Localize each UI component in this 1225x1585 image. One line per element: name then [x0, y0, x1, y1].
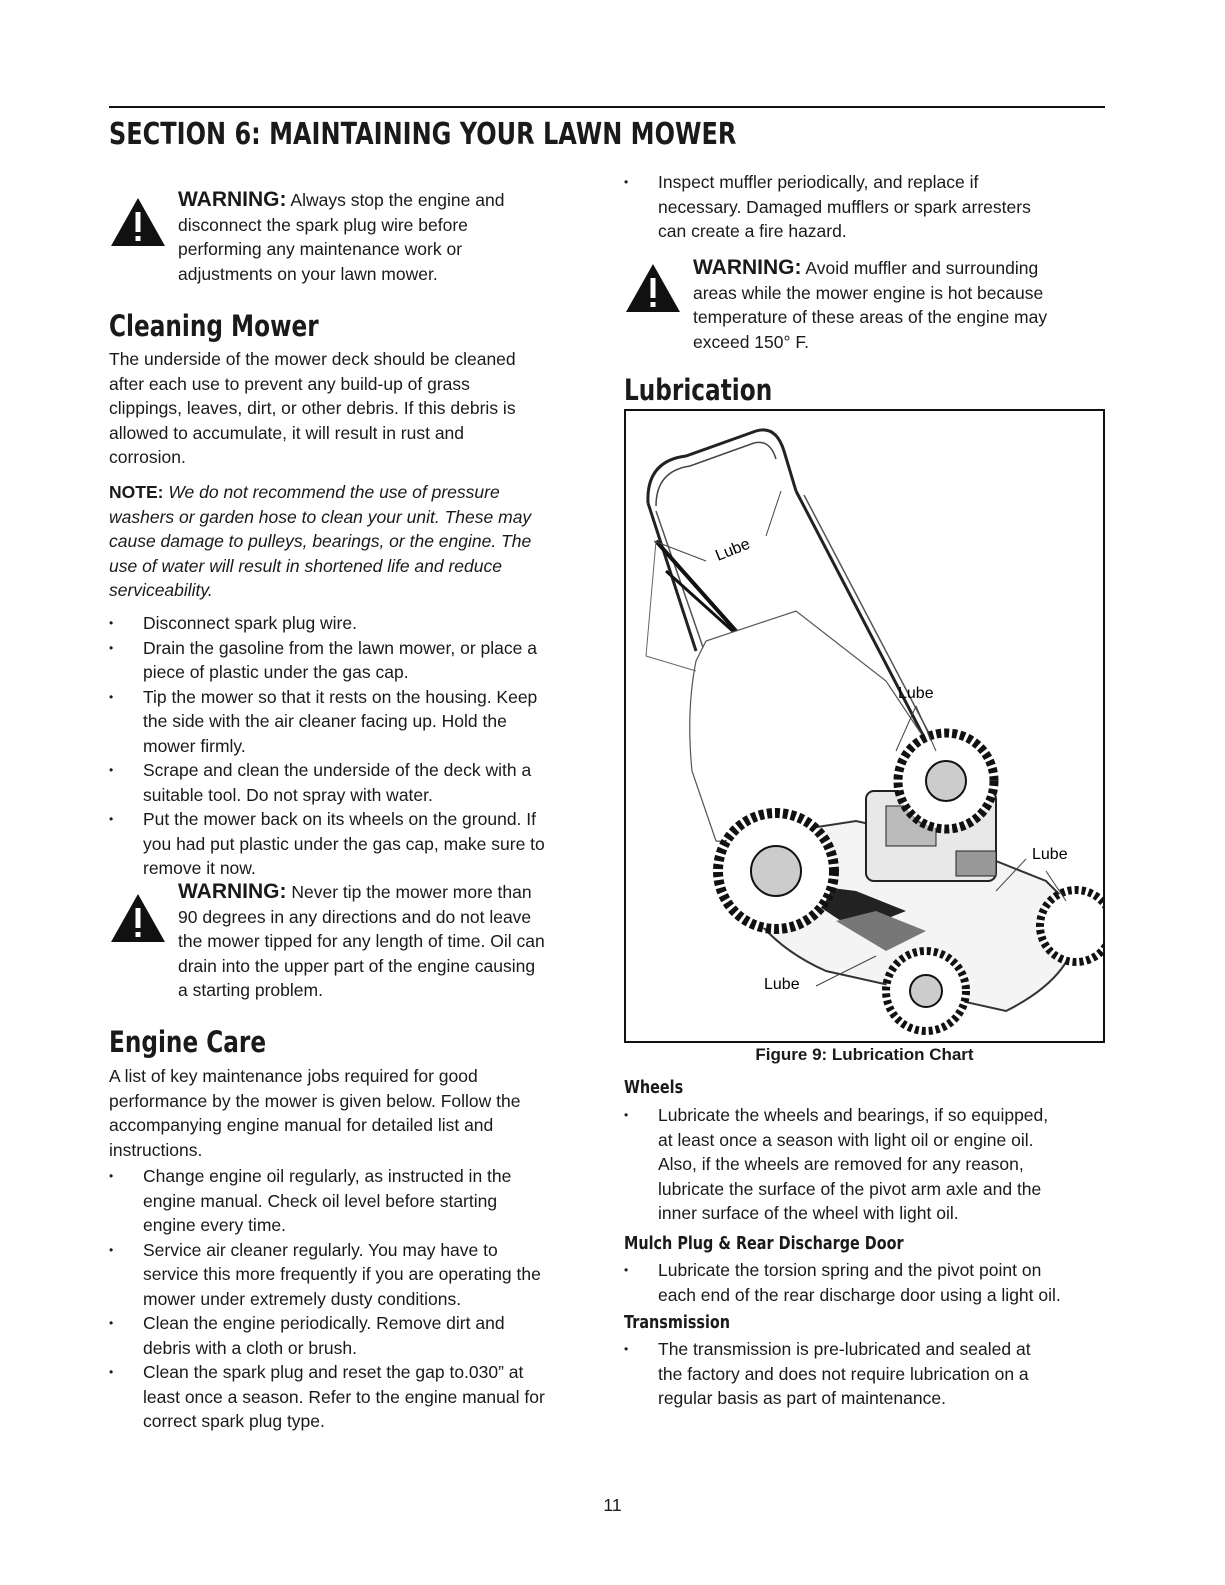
text-line: clippings, leaves, dirt, or other debris. If this debris is	[109, 398, 516, 418]
text-line: A list of key maintenance jobs required for good	[109, 1066, 478, 1086]
warning-line: drain into the upper part of the engine causing	[178, 955, 536, 976]
list-item: • Inspect muffler periodically, and replace if necessary. Damaged mufflers or spark arresters can create a fire hazard.	[624, 170, 1104, 244]
list-item: • Clean the spark plug and reset the gap to.030” at least once a season. Refer to the engine manual for correct spark plug type.	[109, 1360, 589, 1434]
mulch-list	[624, 1258, 1104, 1307]
list-item: • Tip the mower so that it rests on the housing. Keep the side with the air cleaner facing up. Hold the mower firmly.	[109, 685, 589, 759]
text-line: after each use to prevent any build-up of grass	[109, 373, 470, 394]
warning-triangle-icon	[624, 262, 682, 314]
warning-block-tipping	[109, 880, 589, 1010]
warning-block-disconnect	[109, 188, 589, 298]
warning-triangle-icon	[109, 892, 167, 944]
list-item: • The transmission is pre-lubricated and sealed at the factory and does not require lubrication on a regular basis as part of maintenance.	[624, 1337, 1104, 1411]
list-item: • Service air cleaner regularly. You may have to service this more frequently if you are operating the mower under extremely dusty conditions.	[109, 1238, 589, 1312]
page-number: 11	[603, 1495, 622, 1515]
cleaning-intro	[109, 347, 589, 470]
text-line: We do not recommend the use of pressure	[163, 482, 500, 502]
warning-line: areas while the mower engine is hot because	[693, 282, 1044, 303]
section-title: SECTION 6: MAINTAINING YOUR LAWN MOWER	[109, 117, 737, 152]
list-item: • Scrape and clean the underside of the deck with a suitable tool. Do not spray with water.	[109, 758, 589, 807]
warning-line: disconnect the spark plug wire before	[178, 214, 468, 235]
warning-text	[178, 188, 504, 286]
heading-lubrication: Lubrication	[624, 373, 773, 407]
figure-caption: Figure 9: Lubrication Chart	[755, 1045, 974, 1064]
text-line: performance by the mower is given below. Follow the	[109, 1090, 521, 1111]
lube-label-handle: Lube	[713, 535, 753, 565]
warning-line: Always stop the engine and	[286, 190, 505, 210]
list-item: • Disconnect spark plug wire.	[109, 611, 589, 636]
text-line: serviceability.	[109, 580, 213, 600]
warning-label: WARNING:	[693, 256, 802, 279]
heading-transmission: Transmission	[624, 1312, 731, 1333]
lube-label-front-wheel: Lube	[764, 976, 800, 993]
lube-label-rear-wheel: Lube	[898, 685, 934, 702]
engine-care-list	[109, 1164, 589, 1434]
text-line: instructions.	[109, 1139, 203, 1160]
text-line: cause damage to pulleys, bearings, or the engine. The	[109, 531, 532, 551]
list-item: • Drain the gasoline from the lawn mower, or place a piece of plastic under the gas cap.	[109, 636, 589, 685]
top-rule	[109, 106, 1105, 108]
warning-line: exceed 150° F.	[693, 331, 809, 352]
heading-mulch-plug: Mulch Plug & Rear Discharge Door	[624, 1233, 904, 1254]
text-line: accompanying engine manual for detailed list and	[109, 1115, 494, 1135]
warning-line: 90 degrees in any directions and do not leave	[178, 906, 532, 927]
warning-line: the mower tipped for any length of time. Oil can	[178, 931, 545, 951]
warning-label: WARNING:	[178, 188, 287, 211]
warning-text	[178, 880, 545, 1003]
wheels-list	[624, 1103, 1104, 1226]
lawn-mower-illustration	[626, 411, 1103, 1041]
heading-cleaning-mower: Cleaning Mower	[109, 309, 319, 343]
warning-line: Avoid muffler and surrounding	[801, 258, 1039, 278]
heading-engine-care: Engine Care	[109, 1025, 267, 1059]
lube-label-right-wheel: Lube	[1032, 846, 1068, 863]
cleaning-note	[109, 480, 589, 603]
text-line: allowed to accumulate, it will result in rust and	[109, 422, 465, 443]
warning-line: Never tip the mower more than	[286, 882, 532, 902]
muffler-list	[624, 170, 1104, 244]
list-item: • Clean the engine periodically. Remove dirt and debris with a cloth or brush.	[109, 1311, 589, 1360]
text-line: use of water will result in shortened life and reduce	[109, 555, 502, 576]
cleaning-steps-list	[109, 611, 589, 881]
text-line: The underside of the mower deck should be cleaned	[109, 349, 516, 369]
warning-line: temperature of these areas of the engine may	[693, 307, 1048, 327]
lubrication-figure	[624, 409, 1105, 1043]
note-label: NOTE:	[109, 482, 164, 502]
text-line: washers or garden hose to clean your unit. These may	[109, 506, 532, 527]
warning-label: WARNING:	[178, 880, 287, 903]
list-item: • Lubricate the torsion spring and the pivot point on each end of the rear discharge door using a light oil.	[624, 1258, 1104, 1307]
warning-line: a starting problem.	[178, 980, 323, 1000]
engine-care-intro	[109, 1064, 589, 1162]
warning-line: adjustments on your lawn mower.	[178, 263, 438, 284]
warning-line: performing any maintenance work or	[178, 239, 463, 259]
list-item: • Change engine oil regularly, as instructed in the engine manual. Check oil level before starting engine every time.	[109, 1164, 589, 1238]
warning-triangle-icon	[109, 196, 167, 248]
heading-wheels: Wheels	[624, 1077, 684, 1098]
list-item: • Put the mower back on its wheels on the ground. If you had put plastic under the gas cap, make sure to remove it now.	[109, 807, 589, 881]
warning-text	[693, 256, 1047, 354]
list-item: • Lubricate the wheels and bearings, if so equipped, at least once a season with light oil or engine oil. Also, if the wheels are removed for any reason, lubricate the surface of the pivot arm axle and the inner surface of the wheel with light oil.	[624, 1103, 1104, 1226]
warning-block-muffler	[624, 256, 1104, 366]
transmission-list	[624, 1337, 1104, 1411]
text-line: corrosion.	[109, 447, 186, 467]
